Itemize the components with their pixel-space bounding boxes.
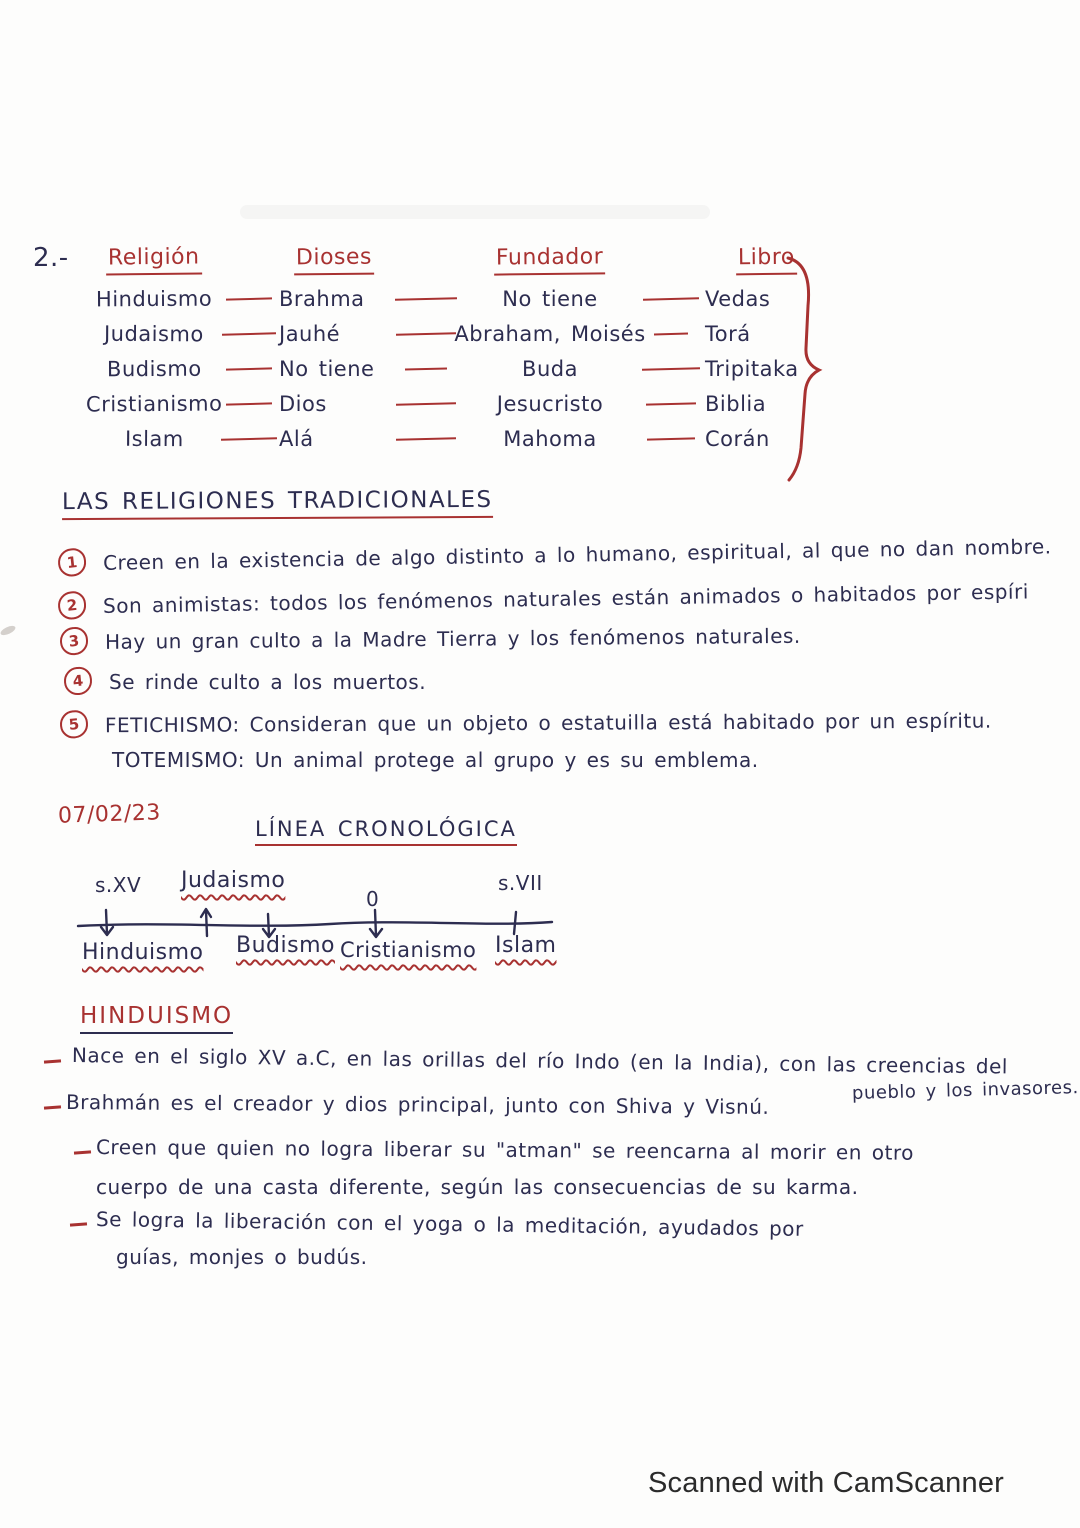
bullet-text: guías, monjes o budús. (116, 1245, 368, 1269)
tradicionales-title: LAS RELIGIONES TRADICIONALES (62, 487, 493, 520)
cell-dios: Dios (279, 391, 327, 416)
bullet-text-continuation: pueblo y los invasores. (851, 1077, 1079, 1104)
timeline-label-above: Judaismo (181, 868, 286, 893)
bullet-dash (44, 1105, 61, 1109)
cell-libro: Biblia (705, 391, 767, 416)
bullet-dash (74, 1150, 91, 1154)
cell-libro: Tripitaka (705, 356, 799, 381)
cell-dios: Brahma (279, 286, 365, 311)
religion-table (85, 243, 831, 456)
connector-dash (396, 402, 456, 406)
connector-dash (642, 367, 700, 371)
cell-fundador: No tiene (502, 286, 598, 311)
connector-dash (226, 402, 272, 405)
bullet-text: Brahmán es el creador y dios principal, junto con Shiva y Visnú. (65, 1090, 770, 1119)
table-brace (780, 252, 828, 484)
timeline-label-below: Hinduismo (82, 940, 204, 965)
item-text-continuation: TOTEMISMO: Un animal protege al grupo y es su emblema. (112, 748, 759, 772)
numbered-item (58, 531, 1052, 576)
connector-dash (643, 297, 699, 300)
timeline-label-above: s.VII (498, 871, 543, 895)
numbered-item (60, 706, 992, 739)
item-text: Hay un gran culto a la Madre Tierra y los fenómenos naturales. (104, 623, 801, 654)
item-text: Se rinde culto a los muertos. (109, 670, 427, 694)
hinduismo-title: HINDUISMO (80, 1003, 233, 1034)
connector-dash (221, 437, 277, 440)
table-header-fundador: Fundador (494, 244, 606, 275)
scan-smudge (240, 205, 710, 219)
item-number-badge: 2 (57, 590, 88, 621)
timeline-label-above: 0 (366, 887, 380, 911)
pencil-mark (0, 624, 17, 637)
item-number-badge: 4 (63, 666, 93, 696)
connector-dash (647, 437, 695, 440)
timeline-label-below: Budismo (236, 933, 335, 958)
timeline-title: LÍNEA CRONOLÓGICA (255, 817, 517, 846)
item-text: FETICHISMO: Consideran que un objeto o estatuilla está habitado por un espíritu. (104, 708, 992, 738)
item-number-badge: 1 (57, 547, 88, 578)
timeline-date: 07/02/23 (57, 800, 162, 829)
connector-dash (396, 332, 456, 336)
item-text: Son animistas: todos los fenómenos naturales están animados o habitados por espíri (102, 579, 1029, 618)
numbered-item (64, 667, 426, 695)
connector-dash (222, 332, 276, 335)
cell-libro: Corán (705, 426, 770, 451)
item-text: Creen en la existencia de algo distinto a lo humano, espiritual, al que no dan nombre. (102, 534, 1052, 575)
bullet-dash (70, 1222, 87, 1226)
bullet-text: Se logra la liberación con el yoga o la meditación, ayudados por (95, 1207, 804, 1241)
bullet-text: cuerpo de una casta diferente, según las consecuencias de su karma. (96, 1175, 859, 1199)
table-header-libro: Libro (735, 244, 796, 275)
connector-dash (226, 367, 272, 370)
cell-libro: Vedas (705, 286, 771, 311)
timeline-label-below: Islam (495, 933, 557, 958)
camscanner-footer: Scanned with CamScanner (648, 1467, 1005, 1499)
cell-dios: No tiene (279, 356, 375, 381)
numbered-item (60, 621, 801, 655)
numbered-item (58, 576, 1029, 619)
cell-religion: Budismo (106, 356, 202, 381)
cell-religion: Hinduismo (95, 286, 213, 311)
cell-fundador: Mahoma (503, 426, 597, 451)
cell-religion: Islam (124, 426, 184, 451)
section-number: 2.- (33, 243, 69, 273)
cell-fundador: Jesucristo (496, 391, 604, 416)
connector-dash (646, 402, 696, 405)
cell-religion: Judaismo (104, 321, 204, 346)
connector-dash (405, 367, 447, 370)
cell-fundador: Abraham, Moisés (454, 321, 646, 346)
bullet-dash (44, 1059, 61, 1063)
timeline-label-below: Cristianismo (340, 938, 477, 962)
table-header-dioses: Dioses (294, 244, 374, 275)
cell-fundador: Buda (522, 356, 578, 381)
item-number-badge: 5 (59, 709, 89, 739)
item-number-badge: 3 (59, 626, 90, 657)
connector-dash (395, 297, 457, 301)
cell-libro: Torá (705, 321, 751, 346)
cell-dios: Jauhé (279, 321, 341, 346)
connector-dash (654, 332, 688, 335)
cell-religion: Cristianismo (85, 391, 223, 416)
connector-dash (226, 297, 272, 300)
bullet-text: Nace en el siglo XV a.C, en las orillas del río Indo (en la India), con las creencias del (71, 1043, 1009, 1079)
bullet-text: Creen que quien no logra liberar su "atman" se reencarna al morir en otro (95, 1135, 914, 1165)
connector-dash (396, 437, 456, 441)
timeline-label-above: s.XV (95, 873, 142, 897)
table-header-religion: Religión (106, 244, 202, 275)
cell-dios: Alá (279, 426, 314, 451)
